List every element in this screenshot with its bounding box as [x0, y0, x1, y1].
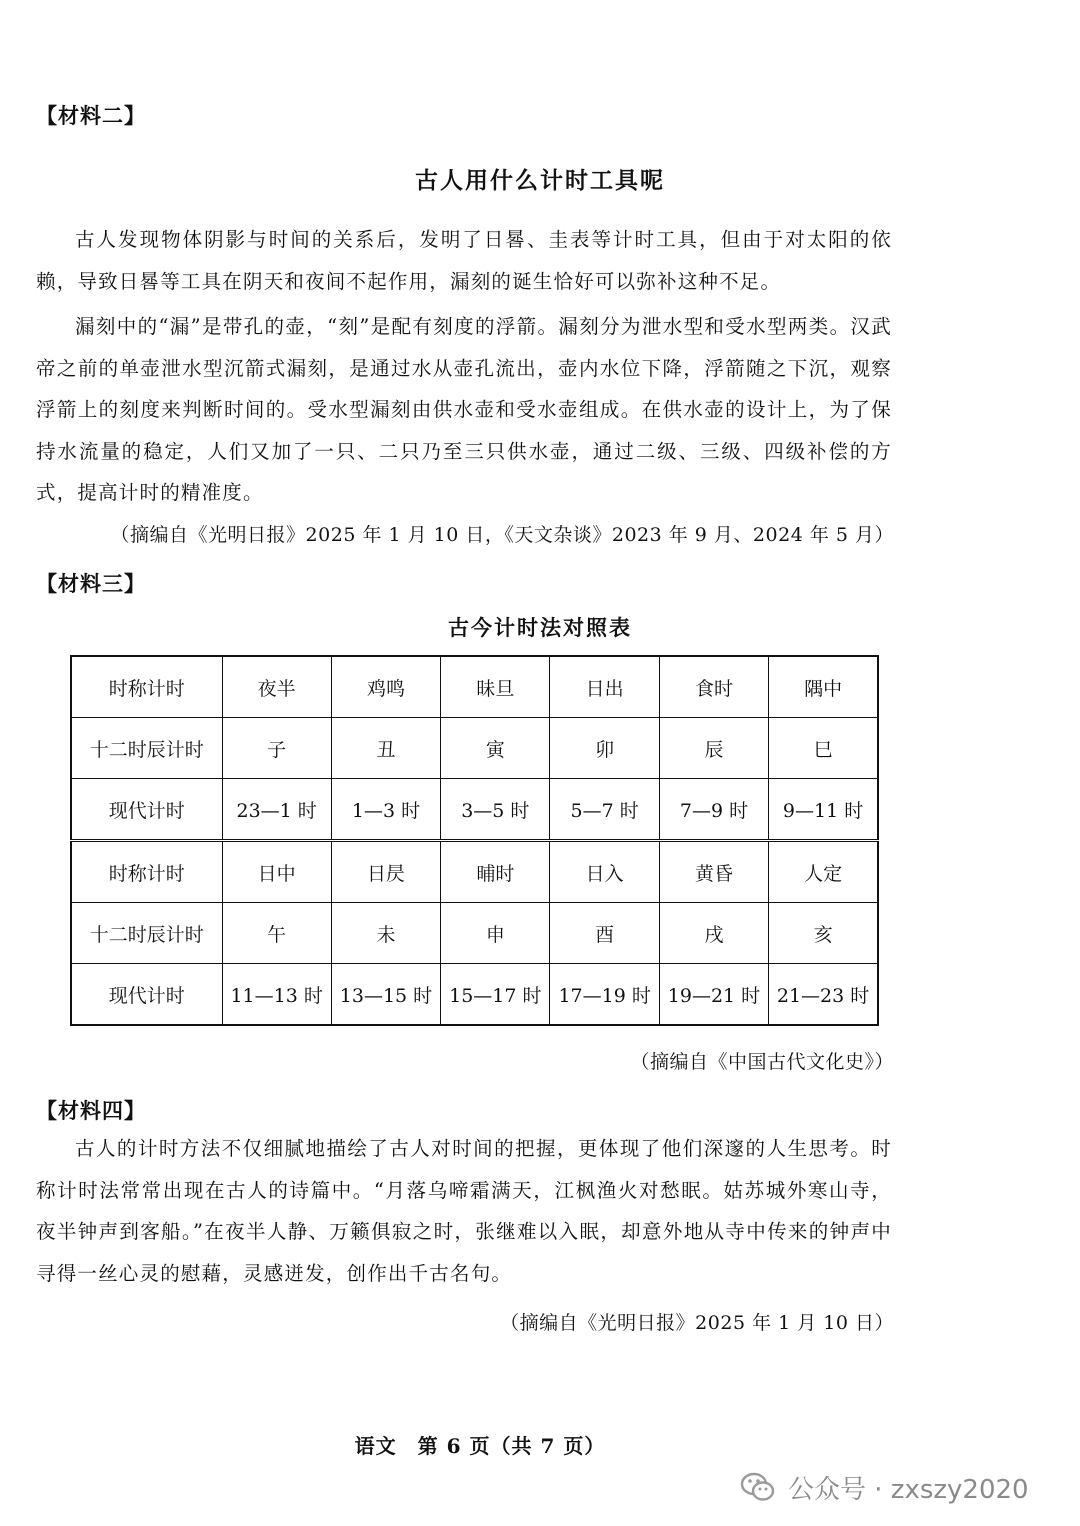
page-footer: 语文 第 6 页（共 7 页） [354, 1434, 606, 1458]
table-cell: 辰 [659, 718, 768, 779]
table-cell: 日昃 [331, 841, 440, 903]
table-cell: 酉 [550, 903, 659, 964]
table-row [71, 903, 878, 964]
table-cell: 人定 [769, 841, 878, 903]
table-cell: 黄昏 [659, 841, 768, 903]
table-cell: 巳 [769, 718, 878, 779]
table-cell: 15—17 时 [441, 964, 550, 1026]
table-cell: 丑 [331, 718, 440, 779]
table-cell: 晡时 [441, 841, 550, 903]
material4-paragraph: 古人的计时方法不仅细腻地描绘了古人对时间的把握，更体现了他们深邃的人生思考。时称计时法常常出现在古人的诗篇中。“月落乌啼霜满天，江枫渔火对愁眠。姑苏城外寒山寺，夜半钟声到客船。”在夜半人静、万籁俱寂之时，张继难以入眠，却意外地从寺中传来的钟声中寻得一丝心灵的慰藉，灵感迸发，创作出千古名句。 [36, 1137, 892, 1285]
material3-source: （摘编自《中国古代文化史》） [630, 1051, 894, 1073]
table-cell: 21—23 时 [769, 964, 878, 1026]
material2-paragraph-1: 古人发现物体阴影与时间的关系后，发明了日晷、圭表等计时工具，但由于对太阳的依赖，导致日晷等工具在阴天和夜间不起作用，漏刻的诞生恰好可以弥补这种不足。 [36, 228, 892, 293]
material2-title: 古人用什么计时工具呢 [415, 168, 665, 194]
table-cell: 午 [222, 903, 331, 964]
table-cell: 隅中 [769, 656, 878, 718]
table-cell: 昧旦 [441, 656, 550, 718]
watermark-text: 公众号 · zxszy2020 [788, 1474, 1029, 1505]
table-cell: 19—21 时 [659, 964, 768, 1026]
table-row [71, 718, 878, 779]
table-cell: 9—11 时 [769, 779, 878, 841]
table-cell: 日入 [550, 841, 659, 903]
table-row [71, 656, 878, 718]
material3-label: 【材料三】 [36, 572, 146, 596]
table-row [71, 841, 878, 903]
row-header-branch: 十二时辰计时 [71, 903, 222, 964]
table-cell: 17—19 时 [550, 964, 659, 1026]
material4-label: 【材料四】 [36, 1099, 146, 1123]
table-cell: 未 [331, 903, 440, 964]
watermark [738, 1467, 1029, 1507]
material4-source: （摘编自《光明日报》2025 年 1 月 10 日） [500, 1312, 894, 1334]
table-cell: 食时 [659, 656, 768, 718]
row-header-branch: 十二时辰计时 [71, 718, 222, 779]
table-cell: 1—3 时 [331, 779, 440, 841]
table-cell: 13—15 时 [331, 964, 440, 1026]
table-cell: 日中 [222, 841, 331, 903]
table-cell: 子 [222, 718, 331, 779]
table-cell: 鸡鸣 [331, 656, 440, 718]
row-header-name: 时称计时 [71, 841, 222, 903]
time-comparison-table [70, 655, 879, 1026]
table-cell: 3—5 时 [441, 779, 550, 841]
wechat-icon [738, 1467, 778, 1507]
table-cell: 寅 [441, 718, 550, 779]
table-cell: 夜半 [222, 656, 331, 718]
row-header-name: 时称计时 [71, 656, 222, 718]
material2-paragraph-2: 漏刻中的“漏”是带孔的壶，“刻”是配有刻度的浮箭。漏刻分为泄水型和受水型两类。汉武帝之前的单壶泄水型沉箭式漏刻，是通过水从壶孔流出，壶内水位下降，浮箭随之下沉，观察浮箭上的刻度来判断时间的。受水型漏刻由供水壶和受水壶组成。在供水壶的设计上，为了保持水流量的稳定，人们又加了一只、二只乃至三只供水壶，通过二级、三级、四级补偿的方式，提高计时的精准度。 [36, 315, 892, 504]
table-row [71, 779, 878, 841]
material2-label: 【材料二】 [36, 104, 146, 128]
table-cell: 戌 [659, 903, 768, 964]
table-cell: 日出 [550, 656, 659, 718]
table-row [71, 964, 878, 1026]
material3-table-title: 古今计时法对照表 [448, 616, 632, 640]
table-cell: 卯 [550, 718, 659, 779]
table-cell: 7—9 时 [659, 779, 768, 841]
table-cell: 申 [441, 903, 550, 964]
row-header-modern: 现代计时 [71, 964, 222, 1026]
table-cell: 5—7 时 [550, 779, 659, 841]
table-cell: 亥 [769, 903, 878, 964]
table-cell: 11—13 时 [222, 964, 331, 1026]
material2-source: （摘编自《光明日报》2025 年 1 月 10 日，《天文杂谈》2023 年 9 月、2024 年 5 月） [110, 524, 894, 546]
table-cell: 23—1 时 [222, 779, 331, 841]
row-header-modern: 现代计时 [71, 779, 222, 841]
